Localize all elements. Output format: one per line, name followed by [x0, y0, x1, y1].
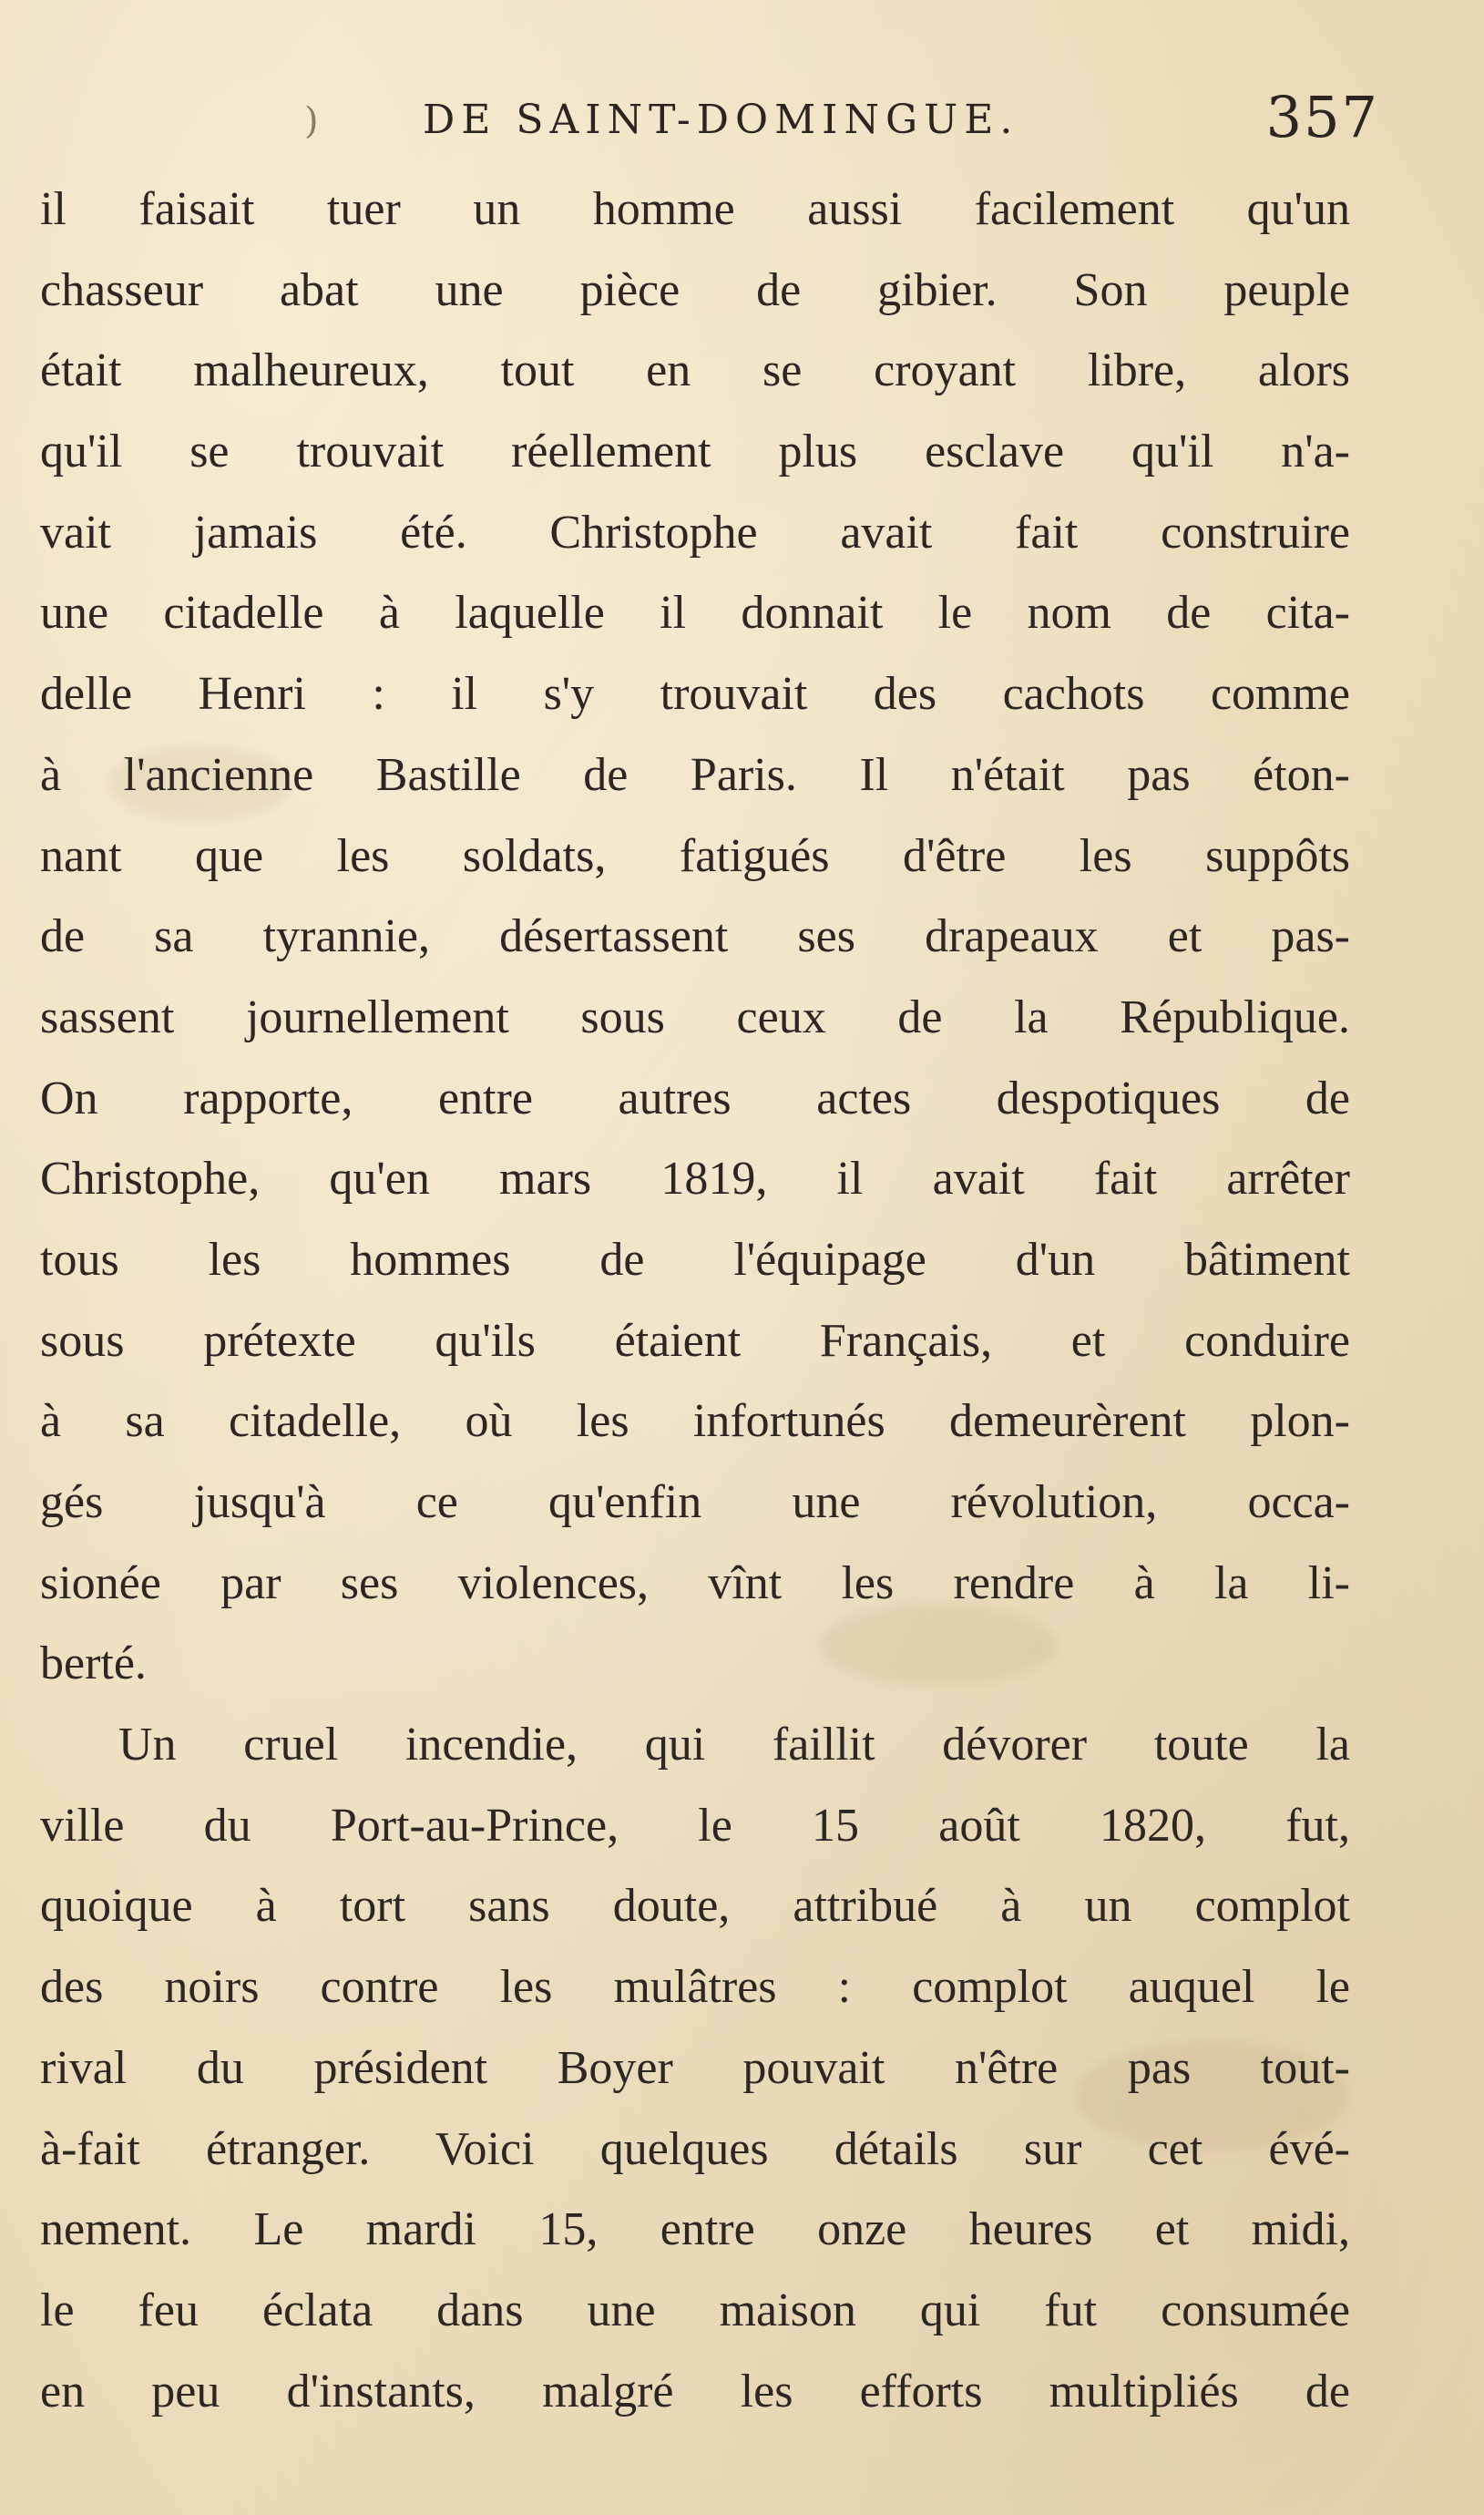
text-line: en peu d'instants, malgré les efforts multipliés de [40, 2365, 1350, 2417]
page-number: 357 [1265, 84, 1379, 150]
text-line: berté. [40, 1637, 147, 1690]
text-line: Christophe, qu'en mars 1819, il avait fait arrêter [40, 1153, 1350, 1206]
text-line: On rapporte, entre autres actes despotiques de [40, 1072, 1350, 1124]
text-line: le feu éclata dans une maison qui fut consumée [40, 2284, 1350, 2336]
text-line: rival du président Boyer pouvait n'être pas tout- [40, 2041, 1350, 2094]
text-line: qu'il se trouvait réellement plus esclave qu'il n'a- [40, 426, 1350, 478]
text-line: à-fait étranger. Voici quelques détails sur cet évé- [40, 2122, 1350, 2175]
text-line: delle Henri : il s'y trouvait des cachots comme [40, 668, 1350, 721]
text-line: de sa tyrannie, désertassent ses drapeaux et pas- [40, 910, 1350, 963]
text-line: sionée par ses violences, vînt les rendre à la li- [40, 1556, 1350, 1609]
text-line: ville du Port-au-Prince, le 15 août 1820, fut, [40, 1799, 1350, 1852]
body-text [40, 169, 1350, 2432]
text-line: nement. Le mardi 15, entre onze heures et midi, [40, 2203, 1350, 2256]
text-line: tous les hommes de l'équipage d'un bâtiment [40, 1233, 1350, 1286]
text-line: vait jamais été. Christophe avait fait construire [40, 506, 1350, 559]
text-line: il faisait tuer un homme aussi facilement qu'un [40, 183, 1350, 235]
text-line: était malheureux, tout en se croyant libre, alors [40, 344, 1350, 397]
header-mark: ) [304, 100, 319, 142]
running-title: DE SAINT-DOMINGUE. [423, 97, 1019, 143]
text-line: sassent journellement sous ceux de la République. [40, 991, 1350, 1043]
text-line: chasseur abat une pièce de gibier. Son peuple [40, 263, 1350, 316]
text-line: à l'ancienne Bastille de Paris. Il n'était pas éton- [40, 748, 1350, 801]
text-line: à sa citadelle, où les infortunés demeurèrent plon- [40, 1395, 1350, 1448]
text-line: une citadelle à laquelle il donnait le nom de cita- [40, 587, 1350, 640]
text-line: nant que les soldats, fatigués d'être les suppôts [40, 829, 1350, 882]
text-line: sous prétexte qu'ils étaient Français, et conduire [40, 1314, 1350, 1367]
running-header [40, 84, 1379, 160]
text-line: quoique à tort sans doute, attribué à un complot [40, 1880, 1350, 1933]
text-line: gés jusqu'à ce qu'enfin une révolution, occa- [40, 1476, 1350, 1528]
text-line: des noirs contre les mulâtres : complot auquel le [40, 1961, 1350, 2014]
text-line: Un cruel incendie, qui faillit dévorer toute la [118, 1719, 1350, 1771]
